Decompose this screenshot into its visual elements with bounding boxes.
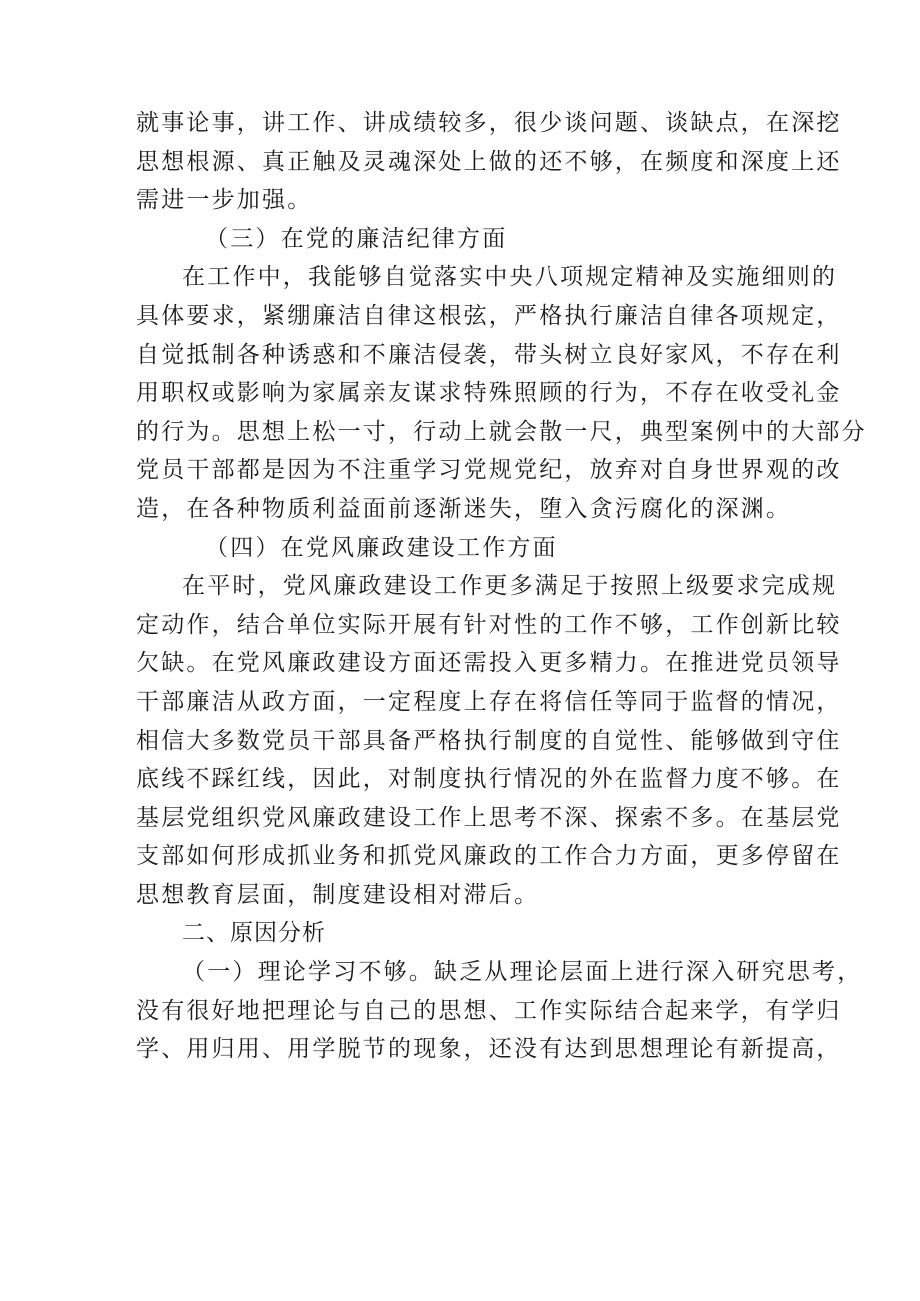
paragraph-line: 思想教育层面，制度建设相对滞后。 — [136, 881, 540, 908]
paragraph-line: 底线不踩红线，因此，对制度执行情况的外在监督力度不够。在 — [136, 766, 842, 793]
section-heading-3: （三）在党的廉洁纪律方面 — [205, 225, 508, 252]
section-heading-two: 二、原因分析 — [182, 920, 326, 947]
paragraph-line: 需进一步加强。 — [136, 187, 313, 214]
paragraph-line: 思想根源、真正触及灵魂深处上做的还不够，在频度和深度上还 — [136, 148, 842, 175]
paragraph-line: 就事论事，讲工作、讲成绩较多，很少谈问题、谈缺点，在深挖 — [136, 110, 842, 136]
paragraph-line: 相信大多数党员干部具备严格执行制度的自觉性、能够做到守住 — [136, 727, 842, 754]
paragraph-line: 学、用归用、用学脱节的现象，还没有达到思想理论有新提高， — [136, 1036, 842, 1063]
paragraph-line: 的行为。思想上松一寸，行动上就会散一尺，典型案例中的大部分 — [136, 418, 867, 445]
paragraph-line: 在平时，党风廉政建设工作更多满足于按照上级要求完成规 — [182, 573, 838, 600]
paragraph-line: 具体要求，紧绷廉洁自律这根弦，严格执行廉洁自律各项规定， — [136, 302, 842, 329]
paragraph-line: 在工作中，我能够自觉落实中央八项规定精神及实施细则的 — [182, 264, 838, 291]
document-page — [136, 104, 867, 1069]
paragraph-line: （一）理论学习不够。缺乏从理论层面上进行深入研究思考， — [182, 959, 863, 986]
paragraph-line: 支部如何形成抓业务和抓党风廉政的工作合力方面，更多停留在 — [136, 843, 842, 870]
paragraph-line: 基层党组织党风廉政建设工作上思考不深、探索不多。在基层党 — [136, 804, 842, 831]
paragraph-line: 欠缺。在党风廉政建设方面还需投入更多精力。在推进党员领导 — [136, 650, 842, 677]
paragraph-line: 用职权或影响为家属亲友谋求特殊照顾的行为，不存在收受礼金 — [136, 380, 842, 407]
paragraph-line: 党员干部都是因为不注重学习党规党纪，放弃对自身世界观的改 — [136, 457, 842, 484]
paragraph-line: 没有很好地把理论与自己的思想、工作实际结合起来学，有学归 — [136, 997, 842, 1024]
paragraph-line: 造，在各种物质利益面前逐渐迷失，堕入贪污腐化的深渊。 — [136, 495, 792, 522]
paragraph-line: 定动作，结合单位实际开展有针对性的工作不够，工作创新比较 — [136, 611, 842, 638]
paragraph-line: 干部廉洁从政方面，一定程度上存在将信任等同于监督的情况， — [136, 688, 842, 715]
paragraph-line: 自觉抵制各种诱惑和不廉洁侵袭，带头树立良好家风，不存在利 — [136, 341, 842, 368]
section-heading-4: （四）在党风廉政建设工作方面 — [205, 534, 558, 561]
